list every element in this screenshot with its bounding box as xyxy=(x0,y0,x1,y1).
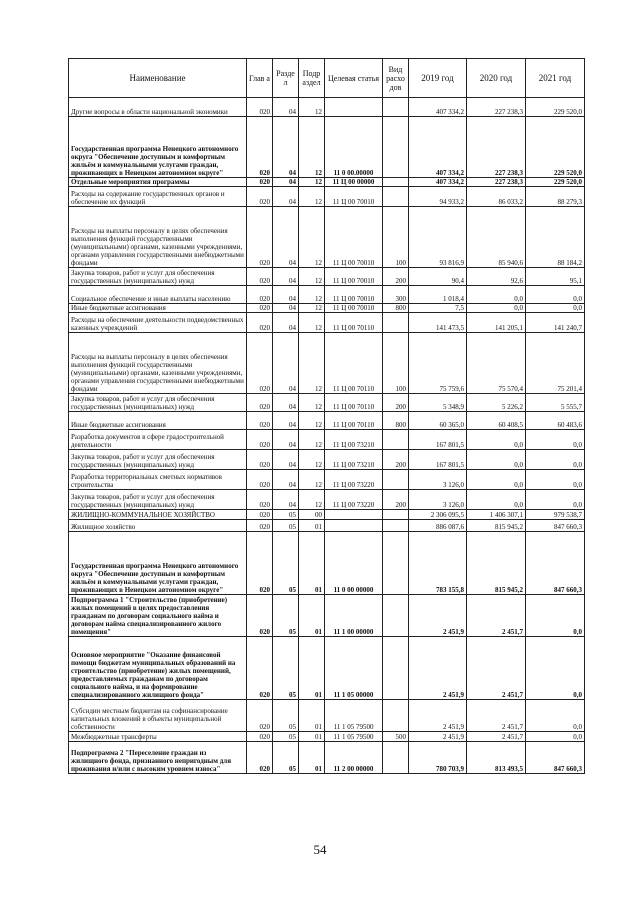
cell-pr: 12 xyxy=(299,98,325,117)
cell-y2021: 229 520,0 xyxy=(526,117,585,178)
cell-y2019: 1 018,4 xyxy=(409,286,467,304)
cell-rz: 05 xyxy=(273,637,299,700)
cell-y2019: 3 126,0 xyxy=(409,490,467,510)
cell-rz: 05 xyxy=(273,700,299,732)
cell-gl: 020 xyxy=(247,510,273,520)
cell-y2020: 60 408,5 xyxy=(467,412,526,430)
cell-y2020: 227 238,3 xyxy=(467,98,526,117)
cell-y2021: 847 660,3 xyxy=(526,742,585,774)
table-row xyxy=(69,510,585,520)
cell-name: Государственная программа Ненецкого автономного округа "Обеспечение доступным и комфортным жильём и коммунальными услугами граждан, проживающих в Ненецком автономном округе" xyxy=(69,117,247,178)
cell-pr: 12 xyxy=(299,313,325,333)
cell-name: Расходы на выплаты персоналу в целях обеспечения выполнения функций государственными (муниципальными) органами, казенными учреждениями, органами управления государственными внебюджетными фондами xyxy=(69,333,247,394)
cell-vr xyxy=(383,742,409,774)
cell-y2021: 0,0 xyxy=(526,490,585,510)
cell-gl: 020 xyxy=(247,313,273,333)
cell-cs: 11 Ц 00 70110 xyxy=(325,313,383,333)
cell-rz: 05 xyxy=(273,595,299,637)
table-row xyxy=(69,430,585,450)
cell-cs: 11 Ц 00 70110 xyxy=(325,333,383,394)
cell-y2019: 90,4 xyxy=(409,268,467,286)
cell-gl: 020 xyxy=(247,268,273,286)
header-2020: 2020 год xyxy=(467,59,526,98)
header-vid: Вид расхо дов xyxy=(383,59,409,98)
header-2019: 2019 год xyxy=(409,59,467,98)
cell-y2019: 2 451,9 xyxy=(409,732,467,742)
cell-cs: 11 Ц 00 70010 xyxy=(325,207,383,268)
cell-cs: 11 Ц 00 70010 xyxy=(325,304,383,313)
cell-vr xyxy=(383,430,409,450)
cell-cs: 11 0 00 00000 xyxy=(325,532,383,595)
cell-rz: 04 xyxy=(273,187,299,207)
cell-vr xyxy=(383,637,409,700)
cell-y2020: 0,0 xyxy=(467,450,526,470)
cell-y2020: 85 940,6 xyxy=(467,207,526,268)
cell-y2021: 88 184,2 xyxy=(526,207,585,268)
table-row xyxy=(69,117,585,178)
cell-cs: 11 Ц 00 70110 xyxy=(325,412,383,430)
cell-y2021: 75 201,4 xyxy=(526,333,585,394)
header-razdel: Разде л xyxy=(273,59,299,98)
cell-cs: 11 1 05 79500 xyxy=(325,700,383,732)
cell-cs: 11 Ц 00 73210 xyxy=(325,450,383,470)
cell-y2019: 407 334,2 xyxy=(409,178,467,187)
cell-name: Субсидии местным бюджетам на софинансирование капитальных вложений в объекты муниципальной собственности xyxy=(69,700,247,732)
cell-y2021: 847 660,3 xyxy=(526,520,585,532)
table-row xyxy=(69,207,585,268)
cell-rz: 05 xyxy=(273,742,299,774)
header-podrazdel: Подр аздел xyxy=(299,59,325,98)
cell-y2021: 229 520,0 xyxy=(526,178,585,187)
cell-name: Подпрограмма 1 "Строительство (приобретение) жилых помещений в целях предоставления гражданам по договорам социального найма и договорам найма специализированного жилого помещения" xyxy=(69,595,247,637)
cell-rz: 04 xyxy=(273,490,299,510)
cell-cs: 11 0 00.00000 xyxy=(325,117,383,178)
cell-name: Социальное обеспечение и иные выплаты населению xyxy=(69,286,247,304)
cell-gl: 020 xyxy=(247,532,273,595)
cell-y2019: 75 759,6 xyxy=(409,333,467,394)
cell-pr: 01 xyxy=(299,595,325,637)
cell-pr: 01 xyxy=(299,520,325,532)
cell-cs: 11 Ц 00 73210 xyxy=(325,430,383,450)
table-row xyxy=(69,520,585,532)
cell-vr: 200 xyxy=(383,490,409,510)
cell-y2021: 0,0 xyxy=(526,595,585,637)
cell-y2020: 1 406 307,1 xyxy=(467,510,526,520)
cell-y2020: 815 945,2 xyxy=(467,532,526,595)
cell-y2021: 0,0 xyxy=(526,637,585,700)
cell-rz: 04 xyxy=(273,430,299,450)
cell-name: Государственная программа Ненецкого автономного округа "Обеспечение доступным и комфортным жильём и коммунальными услугами граждан, проживающих в Ненецком автономном округе" xyxy=(69,532,247,595)
cell-gl: 020 xyxy=(247,637,273,700)
cell-rz: 04 xyxy=(273,304,299,313)
cell-gl: 020 xyxy=(247,333,273,394)
cell-rz: 05 xyxy=(273,732,299,742)
cell-gl: 020 xyxy=(247,286,273,304)
cell-gl: 020 xyxy=(247,520,273,532)
cell-y2020: 141 205,1 xyxy=(467,313,526,333)
cell-y2019: 5 348,9 xyxy=(409,394,467,412)
cell-cs xyxy=(325,98,383,117)
table-row xyxy=(69,394,585,412)
cell-rz: 04 xyxy=(273,178,299,187)
cell-y2021: 229 520,0 xyxy=(526,98,585,117)
budget-table xyxy=(68,58,585,774)
cell-cs: 11 1 05 00000 xyxy=(325,637,383,700)
cell-y2020: 0,0 xyxy=(467,470,526,490)
table-row xyxy=(69,268,585,286)
cell-rz: 05 xyxy=(273,520,299,532)
cell-y2019: 94 933,2 xyxy=(409,187,467,207)
cell-vr: 200 xyxy=(383,450,409,470)
cell-cs: 11 1 05 79500 xyxy=(325,732,383,742)
cell-rz: 04 xyxy=(273,313,299,333)
header-name: Наименование xyxy=(69,59,247,98)
cell-y2019: 783 155,8 xyxy=(409,532,467,595)
cell-vr xyxy=(383,117,409,178)
table-row xyxy=(69,178,585,187)
table-row xyxy=(69,286,585,304)
table-row xyxy=(69,470,585,490)
cell-y2019: 407 334,2 xyxy=(409,117,467,178)
cell-vr: 200 xyxy=(383,268,409,286)
cell-cs xyxy=(325,510,383,520)
cell-gl: 020 xyxy=(247,117,273,178)
cell-y2020: 5 226,2 xyxy=(467,394,526,412)
cell-vr xyxy=(383,532,409,595)
cell-pr: 12 xyxy=(299,187,325,207)
cell-name: Разработка территориальных сметных нормативов строительства xyxy=(69,470,247,490)
cell-vr: 100 xyxy=(383,207,409,268)
cell-rz: 05 xyxy=(273,510,299,520)
cell-vr: 100 xyxy=(383,333,409,394)
cell-gl: 020 xyxy=(247,595,273,637)
cell-pr: 12 xyxy=(299,117,325,178)
table-row xyxy=(69,595,585,637)
cell-y2020: 0,0 xyxy=(467,490,526,510)
cell-cs: 11 1 00 00000 xyxy=(325,595,383,637)
cell-pr: 01 xyxy=(299,637,325,700)
cell-y2019: 780 703,9 xyxy=(409,742,467,774)
cell-pr: 12 xyxy=(299,207,325,268)
cell-y2019: 2 451,9 xyxy=(409,700,467,732)
cell-pr: 12 xyxy=(299,394,325,412)
cell-gl: 020 xyxy=(247,430,273,450)
cell-pr: 01 xyxy=(299,532,325,595)
cell-y2020: 2 451,7 xyxy=(467,700,526,732)
cell-name: Закупка товаров, работ и услуг для обеспечения государственных (муниципальных) нужд xyxy=(69,268,247,286)
cell-vr xyxy=(383,700,409,732)
cell-gl: 020 xyxy=(247,470,273,490)
cell-pr: 12 xyxy=(299,470,325,490)
cell-y2020: 0,0 xyxy=(467,286,526,304)
cell-y2020: 227 238,3 xyxy=(467,178,526,187)
cell-y2021: 60 483,6 xyxy=(526,412,585,430)
cell-cs: 11 Ц 00 73220 xyxy=(325,490,383,510)
table-row xyxy=(69,532,585,595)
cell-name: Подпрограмма 2 "Переселение граждан из жилищного фонда, признанного непригодным для проживания и/или с высоким уровнем износа" xyxy=(69,742,247,774)
cell-pr: 12 xyxy=(299,430,325,450)
cell-name: Основное мероприятие "Оказание финансовой помощи бюджетам муниципальных образований на строительство (приобретение) жилых помещений, предоставляемых гражданам по договорам социального найма, и на формирование специализированного жилищного фонда" xyxy=(69,637,247,700)
cell-name: Закупка товаров, работ и услуг для обеспечения государственных (муниципальных) нужд xyxy=(69,490,247,510)
cell-cs: 11 Ц 00 70010 xyxy=(325,268,383,286)
table-row xyxy=(69,187,585,207)
cell-rz: 04 xyxy=(273,98,299,117)
cell-name: Расходы на содержание государственных органов и обеспечение их функций xyxy=(69,187,247,207)
cell-y2019: 167 801,5 xyxy=(409,450,467,470)
cell-rz: 04 xyxy=(273,286,299,304)
cell-cs: 11 Ц 00 70110 xyxy=(325,394,383,412)
header-target: Целевая статья xyxy=(325,59,383,98)
cell-y2020: 0,0 xyxy=(467,304,526,313)
cell-y2020: 2 451,7 xyxy=(467,732,526,742)
cell-pr: 12 xyxy=(299,490,325,510)
cell-y2019: 167 801,5 xyxy=(409,430,467,450)
cell-gl: 020 xyxy=(247,394,273,412)
cell-gl: 020 xyxy=(247,178,273,187)
cell-y2020: 813 493,5 xyxy=(467,742,526,774)
cell-pr: 00 xyxy=(299,510,325,520)
page-number: 54 xyxy=(313,842,327,857)
cell-name: Закупка товаров, работ и услуг для обеспечения государственных (муниципальных) нужд xyxy=(69,450,247,470)
cell-pr: 12 xyxy=(299,268,325,286)
cell-y2019: 60 365,0 xyxy=(409,412,467,430)
cell-gl: 020 xyxy=(247,412,273,430)
cell-name: Межбюджетные трансферты xyxy=(69,732,247,742)
cell-y2021: 847 660,3 xyxy=(526,532,585,595)
cell-vr xyxy=(383,520,409,532)
cell-y2021: 0,0 xyxy=(526,286,585,304)
cell-gl: 020 xyxy=(247,490,273,510)
cell-y2021: 5 555,7 xyxy=(526,394,585,412)
cell-name: Жилищное хозяйство xyxy=(69,520,247,532)
cell-vr xyxy=(383,98,409,117)
cell-cs: 11 Ц 00 73220 xyxy=(325,470,383,490)
cell-y2020: 86 033,2 xyxy=(467,187,526,207)
cell-y2021: 0,0 xyxy=(526,470,585,490)
cell-gl: 020 xyxy=(247,207,273,268)
header-glava: Глав а xyxy=(247,59,273,98)
cell-vr xyxy=(383,470,409,490)
cell-y2019: 141 473,5 xyxy=(409,313,467,333)
cell-gl: 020 xyxy=(247,742,273,774)
cell-rz: 04 xyxy=(273,470,299,490)
cell-name: Расходы на выплаты персоналу в целях обеспечения выполнения функций государственными (муниципальными) органами, казенными учреждениями, органами управления государственными внебюджетными фондами xyxy=(69,207,247,268)
cell-vr: 200 xyxy=(383,394,409,412)
cell-y2020: 75 570,4 xyxy=(467,333,526,394)
cell-y2020: 815 945,2 xyxy=(467,520,526,532)
cell-rz: 04 xyxy=(273,394,299,412)
cell-vr: 800 xyxy=(383,412,409,430)
cell-name: Закупка товаров, работ и услуг для обеспечения государственных (муниципальных) нужд xyxy=(69,394,247,412)
cell-y2019: 2 451,9 xyxy=(409,637,467,700)
cell-rz: 04 xyxy=(273,412,299,430)
table-row xyxy=(69,450,585,470)
cell-name: Отдельные мероприятия программы xyxy=(69,178,247,187)
cell-vr: 300 xyxy=(383,286,409,304)
header-2021: 2021 год xyxy=(526,59,585,98)
cell-gl: 020 xyxy=(247,450,273,470)
cell-vr xyxy=(383,510,409,520)
table-row xyxy=(69,412,585,430)
cell-pr: 12 xyxy=(299,412,325,430)
cell-y2019: 93 816,9 xyxy=(409,207,467,268)
cell-gl: 020 xyxy=(247,732,273,742)
cell-y2019: 2 451,9 xyxy=(409,595,467,637)
cell-rz: 04 xyxy=(273,268,299,286)
table-row xyxy=(69,98,585,117)
cell-y2020: 2 451,7 xyxy=(467,595,526,637)
cell-name: Иные бюджетные ассигнования xyxy=(69,412,247,430)
cell-rz: 04 xyxy=(273,117,299,178)
cell-y2019: 407 334,2 xyxy=(409,98,467,117)
cell-y2021: 0,0 xyxy=(526,430,585,450)
cell-gl: 020 xyxy=(247,98,273,117)
cell-cs: 11 Ц 00 00000 xyxy=(325,178,383,187)
cell-name: Расходы на обеспечение деятельности подведомственных казенных учреждений xyxy=(69,313,247,333)
cell-rz: 04 xyxy=(273,450,299,470)
table-row xyxy=(69,732,585,742)
cell-rz: 05 xyxy=(273,532,299,595)
cell-y2019: 886 087,6 xyxy=(409,520,467,532)
cell-pr: 12 xyxy=(299,450,325,470)
cell-y2021: 0,0 xyxy=(526,304,585,313)
cell-rz: 04 xyxy=(273,333,299,394)
cell-y2020: 92,6 xyxy=(467,268,526,286)
table-row xyxy=(69,490,585,510)
cell-cs xyxy=(325,520,383,532)
cell-gl: 020 xyxy=(247,304,273,313)
cell-y2019: 3 126,0 xyxy=(409,470,467,490)
cell-cs: 11 Ц 00 70010 xyxy=(325,286,383,304)
cell-rz: 04 xyxy=(273,207,299,268)
cell-y2021: 0,0 xyxy=(526,732,585,742)
cell-y2019: 7,5 xyxy=(409,304,467,313)
cell-y2021: 95,1 xyxy=(526,268,585,286)
cell-y2021: 0,0 xyxy=(526,700,585,732)
cell-vr: 800 xyxy=(383,304,409,313)
cell-pr: 12 xyxy=(299,304,325,313)
cell-gl: 020 xyxy=(247,187,273,207)
cell-cs: 11 2 00 00000 xyxy=(325,742,383,774)
cell-y2021: 979 538,7 xyxy=(526,510,585,520)
table-body xyxy=(69,98,585,774)
cell-y2020: 227 238,3 xyxy=(467,117,526,178)
cell-y2019: 2 306 095,5 xyxy=(409,510,467,520)
table-row xyxy=(69,313,585,333)
cell-pr: 01 xyxy=(299,700,325,732)
cell-y2020: 2 451,7 xyxy=(467,637,526,700)
cell-y2020: 0,0 xyxy=(467,430,526,450)
table-row xyxy=(69,333,585,394)
cell-name: Другие вопросы в области национальной экономики xyxy=(69,98,247,117)
cell-vr xyxy=(383,313,409,333)
cell-pr: 12 xyxy=(299,178,325,187)
cell-vr xyxy=(383,187,409,207)
cell-pr: 01 xyxy=(299,732,325,742)
cell-y2021: 141 240,7 xyxy=(526,313,585,333)
cell-pr: 01 xyxy=(299,742,325,774)
cell-vr xyxy=(383,178,409,187)
table-header-row xyxy=(69,59,585,98)
cell-pr: 12 xyxy=(299,286,325,304)
table-row xyxy=(69,700,585,732)
cell-vr xyxy=(383,595,409,637)
cell-name: Разработка документов в сфере градостроительной деятельности xyxy=(69,430,247,450)
cell-gl: 020 xyxy=(247,700,273,732)
cell-y2021: 88 279,3 xyxy=(526,187,585,207)
table-row xyxy=(69,304,585,313)
cell-name: ЖИЛИЩНО-КОММУНАЛЬНОЕ ХОЗЯЙСТВО xyxy=(69,510,247,520)
table-row xyxy=(69,637,585,700)
cell-vr: 500 xyxy=(383,732,409,742)
cell-name: Иные бюджетные ассигнования xyxy=(69,304,247,313)
cell-y2021: 0,0 xyxy=(526,450,585,470)
cell-cs: 11 Ц 00 70010 xyxy=(325,187,383,207)
cell-pr: 12 xyxy=(299,333,325,394)
table-row xyxy=(69,742,585,774)
